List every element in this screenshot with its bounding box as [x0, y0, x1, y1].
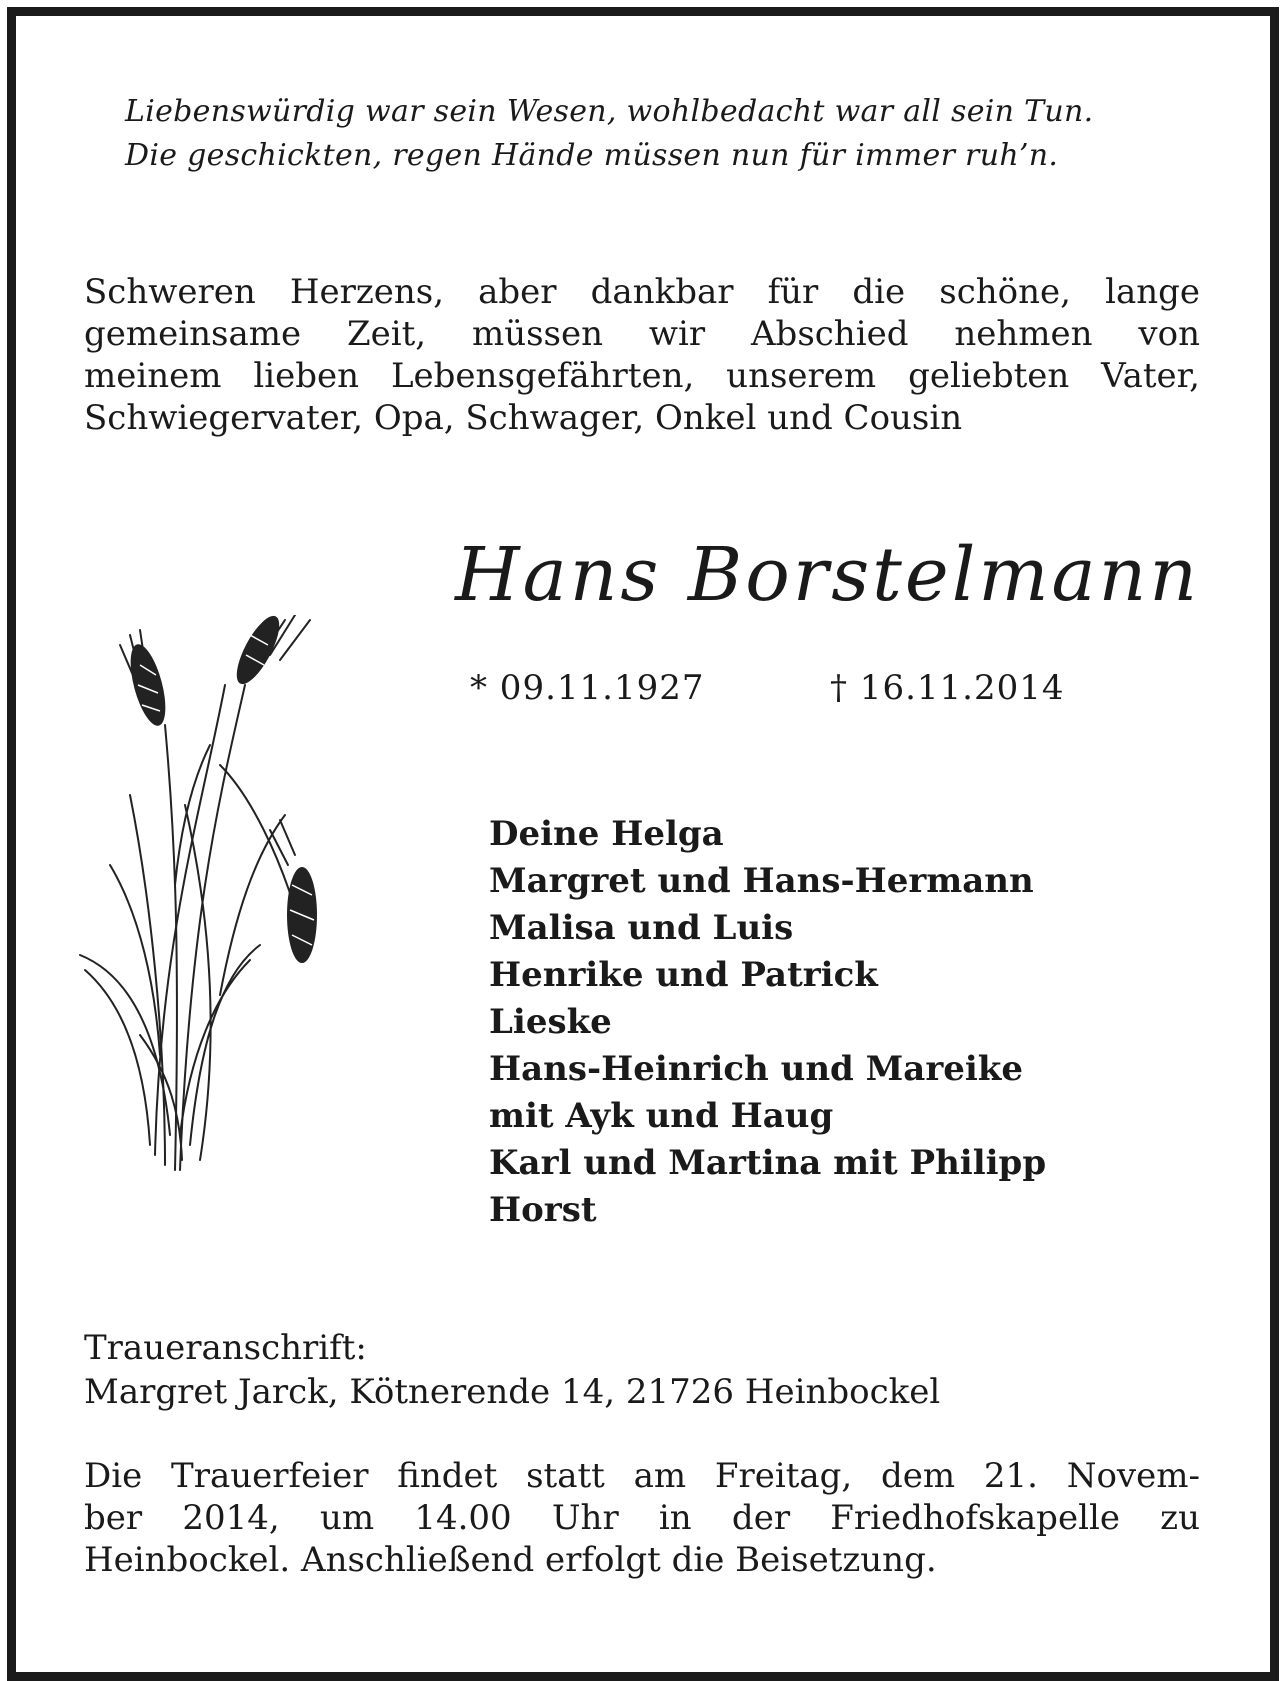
motto-verse [125, 90, 1225, 178]
family-member: Malisa und Luis [489, 908, 794, 948]
wheat-ears-icon [70, 615, 330, 1175]
intro-line-2: gemeinsame Zeit, müssen wir Abschied nehmen von [84, 314, 1200, 354]
address-label: Traueranschrift: [84, 1328, 367, 1368]
family-member: Lieske [489, 1002, 612, 1042]
death-date: † 16.11.2014 [830, 668, 1065, 708]
funeral-line-2: ber 2014, um 14.00 Uhr in der Friedhofskapelle zu [84, 1498, 1200, 1538]
family-member: Hans-Heinrich und Mareike [489, 1049, 1023, 1089]
family-list [489, 811, 1046, 1234]
motto-line-1: Liebenswürdig war sein Wesen, wohlbedacht war all sein Tun. [125, 94, 1094, 129]
funeral-line-3: Heinbockel. Anschließend erfolgt die Beisetzung. [84, 1540, 937, 1580]
family-member: mit Ayk und Haug [489, 1096, 834, 1136]
family-member: Deine Helga [489, 814, 724, 854]
intro-line-1: Schweren Herzens, aber dankbar für die schöne, lange [84, 272, 1200, 312]
deceased-name: Hans Borstelmann [455, 532, 1200, 618]
funeral-notice [84, 1455, 1200, 1581]
intro-line-4: Schwiegervater, Opa, Schwager, Onkel und Cousin [84, 398, 963, 438]
birth-date: * 09.11.1927 [470, 668, 705, 708]
intro-text [84, 271, 1200, 439]
family-member: Karl und Martina mit Philipp [489, 1143, 1047, 1183]
family-member: Henrike und Patrick [489, 955, 878, 995]
family-member: Margret und Hans-Hermann [489, 861, 1034, 901]
address-value: Margret Jarck, Kötnerende 14, 21726 Heinbockel [84, 1372, 941, 1412]
intro-line-3: meinem lieben Lebensgefährten, unserem geliebten Vater, [84, 356, 1200, 396]
mourning-address [84, 1326, 940, 1414]
funeral-line-1: Die Trauerfeier findet statt am Freitag, dem 21. Novem- [84, 1456, 1200, 1496]
motto-line-2: Die geschickten, regen Hände müssen nun für immer ruh’n. [125, 138, 1059, 173]
family-member: Horst [489, 1190, 597, 1230]
